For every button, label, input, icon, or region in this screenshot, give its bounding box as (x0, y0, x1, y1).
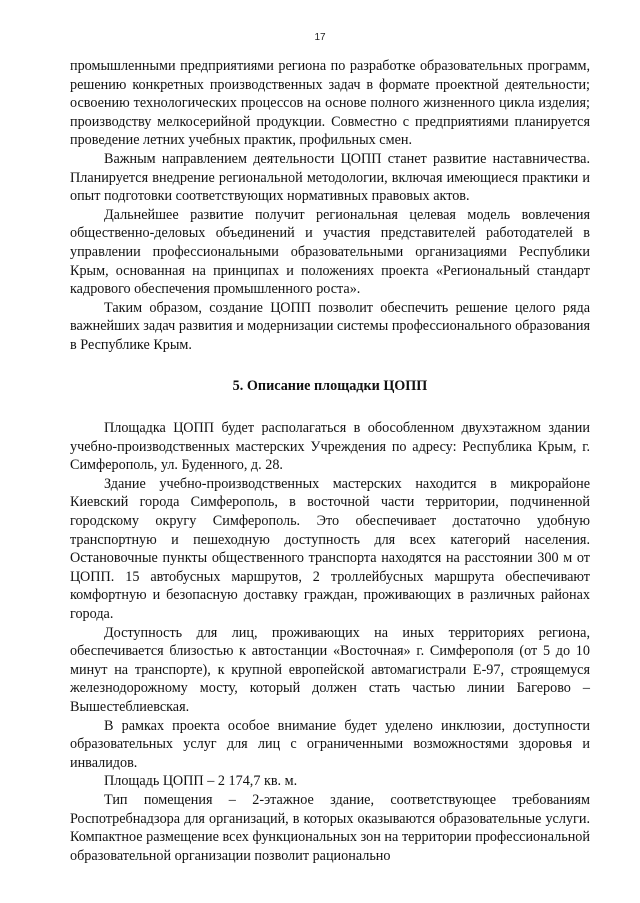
page-number: 17 (314, 32, 326, 43)
paragraph-continuation: промышленными предприятиями региона по разработке образовательных программ, решению конкретных производственных задач в формате проектной деятельности; освоению технологических процессов на основе полного жизненного цикла изделия; производству мелкосерийной продукции. Совместно с предприятиями планируется проведение летних учебных практик, профильных смен. (70, 58, 590, 149)
paragraph: Тип помещения – 2-этажное здание, соответствующее требованиям Роспотребнадзора для организаций, в которых оказываются образовательные услуги. Компактное размещение всех функциональных зон на территории профессиональной образовательной организации позволит рационально (70, 791, 590, 864)
paragraph: Дальнейшее развитие получит региональная целевая модель вовлечения общественно-деловых объединений и участия представителей работодателей в управлении профессиональными образовательными организациями Республики Крым, основанная на принципах и положениях проекта «Региональный стандарт кадрового обеспечения промышленного роста». (70, 206, 590, 298)
paragraph: Здание учебно-производственных мастерских находится в микрорайоне Киевский города Симферополь, в восточной части территории, подчиненной городскому округу Симферополь. Это обеспечивает достаточно удобную транспортную и пешеходную доступность для всех категорий населения. Остановочные пункты общественного транспорта находятся на расстоянии 300 м от ЦОПП. 15 автобусных маршрутов, 2 троллейбусных маршрута обеспечивают комфортную и безопасную доставку граждан, проживающих в различных районах города. (70, 475, 590, 623)
spacer (70, 355, 590, 377)
paragraph: Таким образом, создание ЦОПП позволит обеспечить решение целого ряда важнейших задач развития и модернизации системы профессионального образования в Республике Крым. (70, 299, 590, 353)
paragraph: В рамках проекта особое внимание будет уделено инклюзии, доступности образовательных услуг для лиц с ограниченными возможностями здоровья и инвалидов. (70, 717, 590, 771)
paragraph: Важным направлением деятельности ЦОПП станет развитие наставничества. Планируется внедрение региональной методологии, включая имеющиеся практики и опыт подготовки соответствующих нормативных правовых актов. (70, 150, 590, 205)
paragraph: Площадка ЦОПП будет располагаться в обособленном двухэтажном здании учебно-производственных мастерских Учреждения по адресу: Республика Крым, г. Симферополь, ул. Буденного, д. 28. (70, 420, 590, 474)
spacer (70, 395, 590, 419)
paragraph: Доступность для лиц, проживающих на иных территориях региона, обеспечивается близостью к автостанции «Восточная» г. Симферополя (от 5 до 10 минут на транспорте), к крупной европейской автомагистрали Е-97, строящемуся железнодорожному мосту, который должен стать частью линии Багерово – Вышестеблиевская. (70, 624, 590, 715)
paragraph: Площадь ЦОПП – 2 174,7 кв. м. (104, 773, 298, 790)
section-heading: 5. Описание площадки ЦОПП (232, 377, 428, 394)
document-body (70, 57, 590, 865)
